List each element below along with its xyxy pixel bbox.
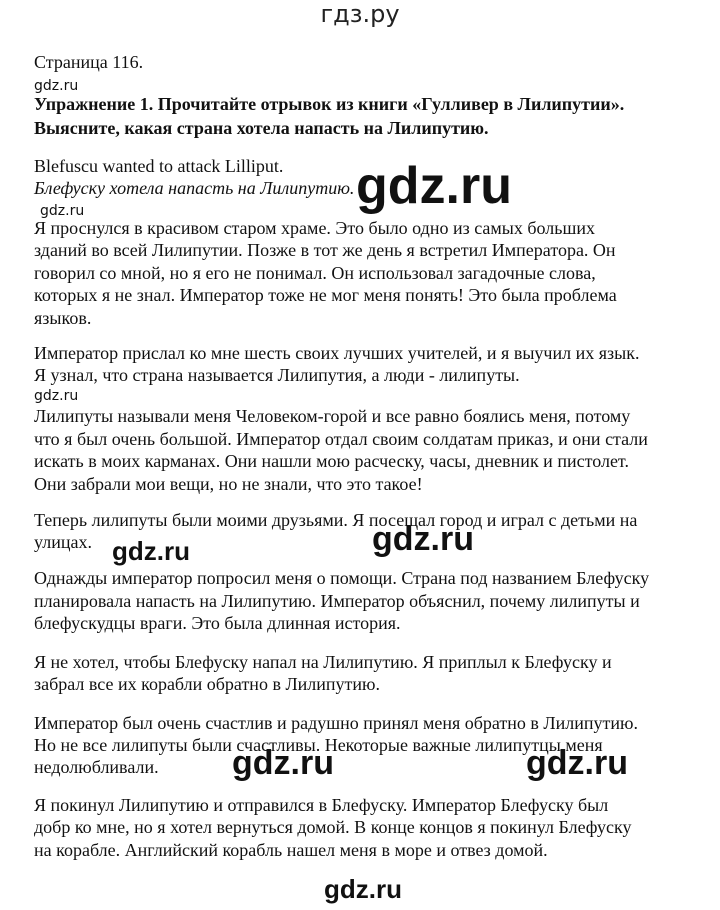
paragraph-line: добр ко мне, но я хотел вернуться домой. В конце концов я покинул Блефуску (34, 817, 632, 837)
paragraph-line: языков. (34, 308, 92, 328)
paragraph-line: Я узнал, что страна называется Лилипутия, а люди - лилипуты. (34, 365, 520, 385)
paragraph-line: которых я не знал. Император тоже не мог меня понять! Это была проблема (34, 285, 617, 305)
paragraph-line: что я был очень большой. Император отдал своим солдатам приказ, и они стали (34, 429, 648, 449)
answer-russian: Блефуску хотела напасть на Лилипутию. (34, 178, 355, 198)
watermark-large: gdz.ru (526, 744, 628, 782)
paragraph-line: на корабле. Английский корабль нашел меня в море и отвез домой. (34, 840, 548, 860)
paragraph-line: зданий во всей Лилипутии. Позже в тот же день я встретил Императора. Он (34, 240, 616, 260)
paragraph-line: говорил со мной, но я его не понимал. Он использовал загадочные слова, (34, 263, 596, 283)
paragraph-line: недолюбливали. (34, 757, 159, 777)
paragraph-line: забрал все их корабли обратно в Лилипутию. (34, 674, 380, 694)
paragraph-line: Однажды император попросил меня о помощи. Страна под названием Блефуску (34, 568, 650, 588)
paragraph-line: Лилипуты называли меня Человеком-горой и все равно боялись меня, потому (34, 406, 631, 426)
answer-english: Blefuscu wanted to attack Lilliput. (34, 156, 284, 176)
paragraph-line: Император был очень счастлив и радушно принял меня обратно в Лилипутию. (34, 713, 638, 733)
paragraph-line: искать в моих карманах. Они нашли мою расческу, часы, дневник и пистолет. (34, 451, 629, 471)
page-number: Страница 116. (34, 52, 144, 72)
watermark-small: gdz.ru (34, 388, 79, 404)
watermark-small: gdz.ru (34, 78, 79, 94)
watermark-large: gdz.ru (324, 874, 402, 904)
watermark-large: gdz.ru (232, 744, 334, 782)
site-header (0, 0, 720, 28)
paragraph-line: Я не хотел, чтобы Блефуску напал на Лилипутию. Я приплыл к Блефуску и (34, 652, 612, 672)
paragraph-line: Они забрали мои вещи, но не знали, что это такое! (34, 474, 423, 494)
watermark-large: gdz.ru (372, 520, 474, 558)
watermark-large: gdz.ru (112, 536, 190, 566)
paragraph-line: Император прислал ко мне шесть своих лучших учителей, и я выучил их язык. (34, 343, 640, 363)
paragraph-line: улицах. (34, 532, 92, 552)
watermark-small: gdz.ru (40, 203, 85, 219)
exercise-title-line-2: Выясните, какая страна хотела напасть на Лилипутию. (34, 118, 489, 138)
paragraph-line: Но не все лилипуты были счастливы. Некоторые важные лилипутцы меня (34, 735, 603, 755)
paragraph-line: Я проснулся в красивом старом храме. Это было одно из самых больших (34, 218, 595, 238)
site-name: гдз.ру (320, 0, 400, 28)
paragraph-line: Я покинул Лилипутию и отправился в Блефуску. Император Блефуску был (34, 795, 609, 815)
paragraph-line: Теперь лилипуты были моими друзьями. Я посещал город и играл с детьми на (34, 510, 638, 530)
paragraph-line: планировала напасть на Лилипутию. Император объяснил, почему лилипуты и (34, 591, 640, 611)
paragraph-line: блефускудцы враги. Это была длинная история. (34, 613, 401, 633)
watermark-large: gdz.ru (356, 157, 512, 215)
exercise-title-line-1: Упражнение 1. Прочитайте отрывок из книги «Гулливер в Лилипутии». (34, 94, 625, 114)
